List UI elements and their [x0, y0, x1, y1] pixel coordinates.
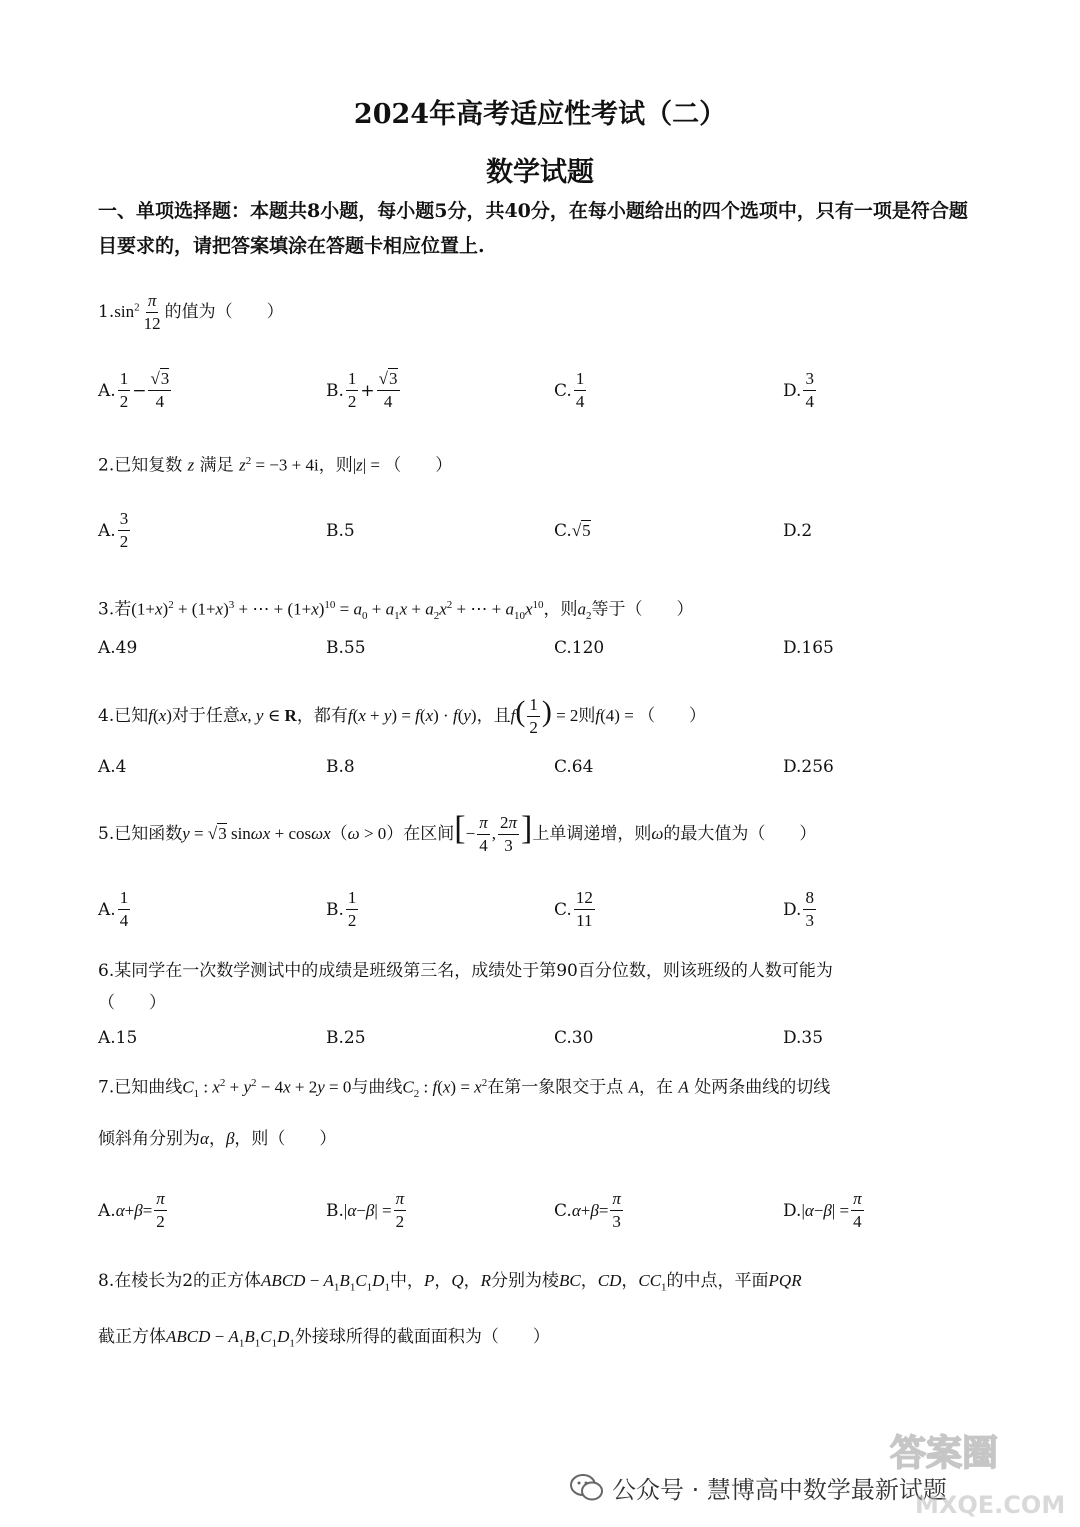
q4-mid: 对于任意 [171, 706, 240, 726]
q6-option-b[interactable] [326, 1028, 366, 1048]
option-label: B.5 [326, 521, 355, 541]
option-label: B.25 [326, 1028, 366, 1048]
question-8: 8.在棱长为2的正方体ABCD − $A_1B_1C_1D_1$中，P，Q，R分别为棱BC，CD，$CC_1$的中点，平面PQR [98, 1271, 802, 1294]
q7-mid2: 在第一象限交于点 [487, 1077, 624, 1098]
option-label: D.2 [783, 521, 813, 541]
q1-option-c[interactable]: C. $\frac{1}{4}$ [554, 369, 585, 411]
q2-option-d[interactable] [783, 521, 812, 541]
q4-option-a[interactable] [98, 757, 127, 777]
q4-label: 4.已知 [98, 706, 149, 726]
q4-mid2: ，都有 [296, 706, 348, 726]
option-label: D.35 [783, 1028, 824, 1048]
q1-fraction: $\frac{\pi}{12}$ [143, 291, 161, 333]
option-label: C. [554, 1200, 572, 1221]
option-label: C.120 [554, 638, 605, 658]
question-7: 7.已知曲线$C_1$ : $x^2 + y^2 - 4x + 2y = 0$与曲线$C_2$ : $f(x) = x^2$在第一象限交于点 A，在 A 处两条曲线的切线 [98, 1077, 831, 1101]
logo-sub: MXQE.COM [915, 1491, 1066, 1519]
q5-option-d[interactable]: D. $\frac{8}{3}$ [783, 888, 814, 930]
q2-label: 2.已知复数 [98, 455, 183, 476]
option-label: A.15 [98, 1028, 138, 1048]
question-3: 3.若$(1+x)^2 + (1+x)^3$ + ⋯ + $(1+x)^{10} = a_0 + a_1x + a_2x^2$ + ⋯ + $a_{10}x^{10}$，则$a_2$等于（ ） [98, 599, 694, 623]
question-6-paren: （ ） [98, 993, 166, 1013]
q3-option-d[interactable] [783, 638, 834, 658]
q8-line2b: 外接球所得的截面面积为（ ） [294, 1327, 550, 1347]
q1-option-d[interactable]: D. $\frac{3}{4}$ [783, 369, 814, 411]
q8-label: 8.在棱长为2的正方体 [98, 1271, 262, 1291]
exam-subtitle: 数学试题 [486, 157, 594, 188]
wechat-icon [570, 1473, 604, 1503]
q3-option-a[interactable] [98, 638, 137, 658]
option-label: C. [554, 380, 572, 401]
q8-end: 的中点，平面 [666, 1271, 769, 1291]
option-label: C. [554, 521, 572, 541]
q8-mid4: 分别为棱 [491, 1271, 559, 1291]
option-label: D. [783, 1200, 802, 1221]
q7-option-b[interactable]: B. | α − β | = $\frac{\pi}{2}$ [326, 1189, 405, 1231]
q7-option-c[interactable]: C. α + β = $\frac{\pi}{3}$ [554, 1189, 621, 1231]
option-label: A. [98, 380, 116, 401]
q5-label: 5.已知函数 [98, 824, 183, 844]
q7-mid: 与曲线 [351, 1077, 403, 1098]
q8-mid5: ， [580, 1271, 598, 1291]
q1-option-a[interactable]: A. $\frac{1}{2}$ − $\frac{√3}{4}$ [98, 369, 170, 411]
q3-option-c[interactable] [554, 638, 604, 658]
q8-mid3: ， [463, 1271, 481, 1291]
q6-option-d[interactable] [783, 1028, 823, 1048]
option-label: D. [783, 899, 802, 920]
q2-mid: 满足 [199, 455, 234, 476]
question-7-line2: 倾斜角分别为α，β，则（ ） [98, 1129, 337, 1149]
option-label: A.49 [98, 638, 138, 658]
mxqe-logo [880, 1425, 1066, 1520]
q7-mid3: ，在 [639, 1077, 673, 1098]
q2-option-b[interactable] [326, 521, 355, 541]
question-1: $1.\sin^2$ $\frac{\pi}{12}$ 的值为（ ） [98, 291, 284, 333]
q5-option-c[interactable]: C. $\frac{12}{11}$ [554, 888, 593, 930]
q2-option-a[interactable]: A. $\frac{3}{2}$ [98, 509, 129, 551]
option-label: B.55 [326, 638, 366, 658]
option-label: C.30 [554, 1028, 594, 1048]
q6-option-c[interactable] [554, 1028, 593, 1048]
q7-line2b: ， [208, 1129, 226, 1149]
exam-title: 2024年高考适应性考试（二） [353, 99, 727, 130]
option-label: A. [98, 899, 116, 920]
option-label: B. [326, 899, 344, 920]
question-6: 6.某同学在一次数学测试中的成绩是班级第三名，成绩处于第90百分位数，则该班级的人数可能为 [98, 961, 833, 981]
q7-option-a[interactable]: A. α + β = $\frac{\pi}{2}$ [98, 1189, 165, 1231]
option-label: D.256 [783, 757, 834, 777]
option-label: C. [554, 899, 572, 920]
option-label: D.165 [783, 638, 834, 658]
q4-option-c[interactable] [554, 757, 593, 777]
question-2: 2.已知复数 z 满足 $z^2 = -3 + 4i$，则|z| = （ ） [98, 455, 453, 476]
q4-end: （ ） [638, 706, 707, 726]
q2-tail: ，则 [318, 455, 353, 476]
q8-mid: 中， [389, 1271, 424, 1291]
option-label: B. [326, 1200, 344, 1221]
option-label: C.64 [554, 757, 594, 777]
q5-mid3: 上单调递增，则 [532, 824, 652, 844]
q5-mid2: ）在区间 [386, 824, 455, 844]
option-label: A. [98, 520, 116, 541]
q4-option-b[interactable] [326, 757, 355, 777]
q7-label: 7.已知曲线 [98, 1077, 183, 1098]
q7-line2a: 倾斜角分别为 [98, 1129, 200, 1149]
q5-option-a[interactable]: A. $\frac{1}{4}$ [98, 888, 129, 930]
option-label: B.8 [326, 757, 355, 777]
q2-end: （ ） [384, 455, 453, 476]
section-heading: 一、单项选择题：本题共8小题，每小题5分，共40分，在每小题给出的四个选项中，只有一项是符合题目要求的，请把答案填涂在答题卡相应位置上. [98, 200, 968, 257]
q3-option-b[interactable] [326, 638, 366, 658]
q5-mid: （ [330, 824, 348, 844]
q3-label: 3.若 [98, 599, 132, 620]
option-label: A. [98, 1200, 116, 1221]
question-4: 4.已知f(x)对于任意x, y ∈ R，都有f(x + y) = f(x) · f(y)，且f( $\frac{1}{2}$ ) = 2则f(4) = （ ） [98, 695, 707, 737]
q8-mid6: ， [621, 1271, 639, 1291]
q7-line2c: ，则（ ） [234, 1129, 337, 1149]
logo-text: 答案圈 [890, 1433, 999, 1474]
q1-label: 1. [98, 302, 115, 322]
q8-mid2: ， [434, 1271, 452, 1291]
q4-mid3: ，且 [476, 706, 511, 726]
option-label: A.4 [98, 757, 127, 777]
question-8-line2: 截正方体ABCD − $A_1B_1C_1D_1$外接球所得的截面面积为（ ） [98, 1327, 550, 1350]
q8-line2a: 截正方体 [98, 1327, 166, 1347]
q4-option-d[interactable] [783, 757, 834, 777]
q1-text: 的值为（ ） [164, 302, 284, 322]
q5-end: 的最大值为（ ） [663, 824, 817, 844]
option-label: D. [783, 380, 802, 401]
watermark-text: 公众号 · 慧博高中数学最新试题 [612, 1476, 947, 1504]
q3-tail: ，则 [543, 599, 578, 620]
q7-option-d[interactable]: D. | α − β | = $\frac{\pi}{4}$ [783, 1189, 862, 1231]
q7-end: 处两条曲线的切线 [694, 1077, 831, 1098]
q2-option-c[interactable]: C. √5 [554, 521, 591, 541]
q5-option-b[interactable]: B. $\frac{1}{2}$ [326, 888, 357, 930]
q4-mid4: 则 [578, 706, 596, 726]
option-label: B. [326, 380, 344, 401]
q1-option-b[interactable]: B. $\frac{1}{2}$ + $\frac{√3}{4}$ [326, 369, 398, 411]
q6-option-a[interactable] [98, 1028, 137, 1048]
q3-end: 等于（ ） [591, 599, 694, 620]
question-5: 5.已知函数y = √3 sinωx + cosωx（ω > 0）在区间[− $\frac{\pi}{4}$ , $\frac{2\pi}{3}$ ]上单调递增，则ω的最大值为（ ） [98, 810, 817, 855]
